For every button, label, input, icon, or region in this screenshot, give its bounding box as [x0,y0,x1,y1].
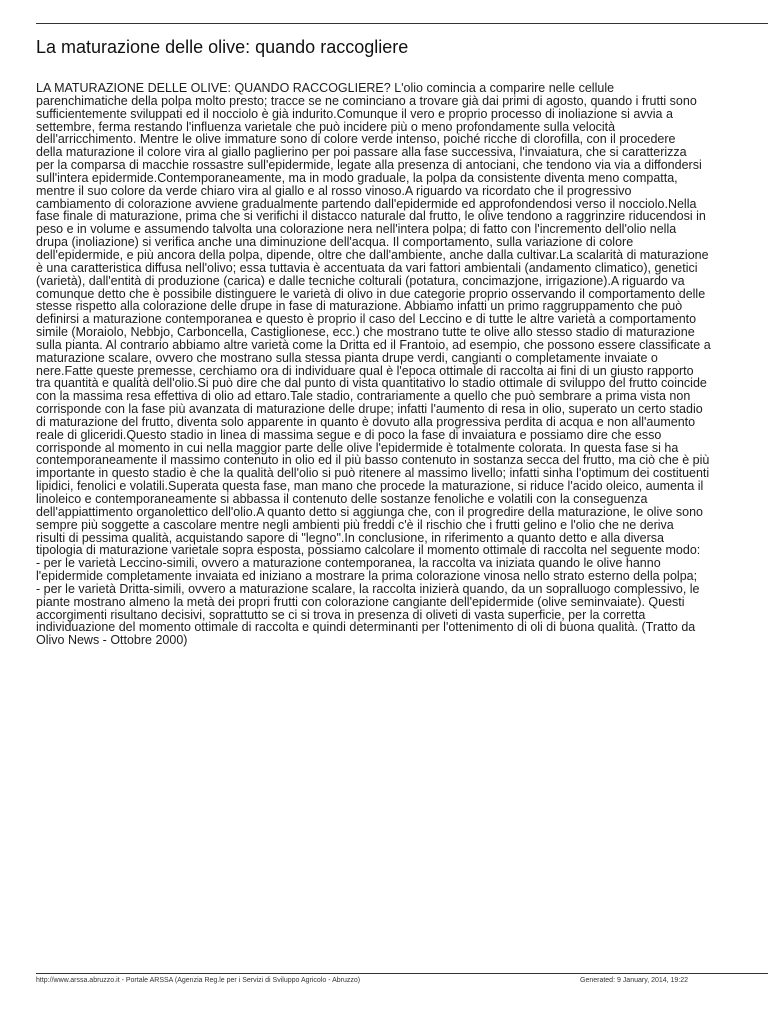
page-title: La maturazione delle olive: quando raccogliere [36,37,409,57]
header-rule [36,23,768,24]
footer-rule [36,973,768,974]
footer-source-url: http://www.arssa.abruzzo.it - Portale ARSSA (Agenzia Reg.le per i Servizi di Sviluppo Agricolo - Abruzzo) [36,977,361,984]
footer-generated-date: Generated: 9 January, 2014, 19:22 [580,977,689,984]
article-body: LA MATURAZIONE DELLE OLIVE: QUANDO RACCOGLIERE? L'olio comincia a comparire nelle cellule parenchimatiche della polpa molto presto; tracce se ne cominciano a trovare già dai primi di agosto, quando i frutti sono sufficientemente sviluppati ed il nocciolo è già indurito.Comunque il vero e proprio processo di inoliazione si avvia a settembre, ferma restando l'influenza varietale che può incidere più o meno profondamente sulla velocità dell'arricchimento. Mentre le olive immature sono di colore verde intenso, poiché ricche di clorofilla, con il procedere della maturazione il colore vira al giallo paglierino per poi passare alla fase successiva, l'invaiatura, che si caratterizza per la comparsa di macchie rossastre sull'epidermide, legate alla presenza di antociani, che tendono via via a diffondersi sull'intera epidermide.Contemporaneamente, ma in modo graduale, la polpa da consistente diventa meno compatta, mentre il suo colore da verde chiaro vira al giallo e al rosso vinoso.A riguardo va ricordato che il progressivo cambiamento di colorazione avviene gradualmente partendo dall'epidermide ed approfondendosi verso il nocciolo.Nella fase finale di maturazione, prima che si verifichi il distacco naturale dal frutto, le olive tendono a raggrinzire riducendosi in peso e in volume e assumendo talvolta una colorazione nera nell'intera polpa; di fatto con l'incremento dell'olio nella drupa (inoliazione) si verifica anche una diminuzione dell'acqua. Il comportamento, sulla variazione di colore dell'epidermide, e più ancora della polpa, dipende, oltre che dall'ambiente, anche dalla cultivar.La scalarità di maturazione è una caratteristica diffusa nell'olivo; essa tuttavia è accentuata da vari fattori ambientali (andamento climatico), genetici (varietà), dall'entità di produzione (carica) e dalle tecniche colturali (potatura, concimazjone, irrigazione).A riguardo va comunque detto che è possibile distinguere le varietà di olivo in due categorie proprio osservando il comportamento delle stesse rispetto alla colorazione delle drupe in fase di maturazione. Abbiamo infatti un primo raggruppamento che può definirsi a maturazione contemporanea e questo è proprio il caso del Leccino e di tutte le altre varietà a comportamento simile (Moraiolo, Nebbjo, Carboncella, Castiglionese, ecc.) che mostrano tutte te olive allo stesso stadio di maturazione sulla pianta. Al contrario abbiamo altre varietà come la Dritta ed il Frantoio, ad esempio, che possono essere classificate a maturazione scalare, ovvero che mostrano sulla stessa pianta drupe verdi, cangianti o completamente invaiate o nere.Fatte queste premesse, cerchiamo ora di individuare qual è l'epoca ottimale di raccolta ai fini di un giusto rapporto tra quantità e qualità dell'olio.Si può dire che dal punto di vista quantitativo lo stadio ottimale di sviluppo del frutto coincide con la massima resa effettiva di olio ad ettaro.Tale stadio, contrariamente a quello che può sembrare a prima vista non corrisponde con la fase più avanzata di maturazione delle drupe; infatti l'aumento di resa in olio, superato un certo stadio di maturazione del frutto, diventa solo apparente in quanto è dovuto alla progressiva perdita di acqua e non all'aumento reale di gliceridi.Questo stadio in linea di massima segue e di poco la fase di invaiatura e possiamo dire che esso corrisponde al momento in cui nella maggior parte delle olive l'epidermide è totalmente colorata. In questa fase si ha contemporaneamente il massimo contenuto in olio ed il più basso contenuto in sostanza secca del frutto, ma ciò che è più importante in questo stadio è che la qualità dell'olio si può ritenere al massimo livello; infatti sinha l'optimum dei costituenti lipidici, fenolici e volatili.Superata questa fase, man mano che procede la maturazione, si riduce l'acido oleico, aumenta il linoleico e contemporaneamente si abbassa il contenuto delle sostanze fenoliche e volatili con la conseguenza dell'appiattimento organolettico dell'olio.A quanto detto si aggiunga che, con il progredire della maturazione, le olive sono sempre più soggette a cascolare mentre negli ambienti più freddi c'è il rischio che i frutti gelino e l'olio che ne deriva risulti di pessima qualità, acquistando sapore di "legno".In conclusione, in riferimento a quanto detto e alla diversa tipologia di maturazione varietale sopra esposta, possiamo calcolare il momento ottimale di raccolta nel seguente modo: - per le varietà Leccino-simili, ovvero a maturazione contemporanea, la raccolta va iniziata quando le olive hanno l'epidermide completamente invaiata ed iniziano a mostrare la prima colorazione vinosa nello strato esterno della polpa; - per le varietà Dritta-simili, ovvero a maturazione scalare, la raccolta inizierà quando, da un sopralluogo complessivo, le piante mostrano almeno la metà dei propri frutti con colorazione cangiante dell'epidermide (olive seminvaiate). Questi accorgimenti risultano decisivi, soprattutto se ci si trova in presenza di oliveti di vasta superficie, per la corretta individuazione del momento ottimale di raccolta e quindi determinanti per l'ottenimento di oli di buona qualità. (Tratto da Olivo News - Ottobre 2000) [36,81,711,648]
